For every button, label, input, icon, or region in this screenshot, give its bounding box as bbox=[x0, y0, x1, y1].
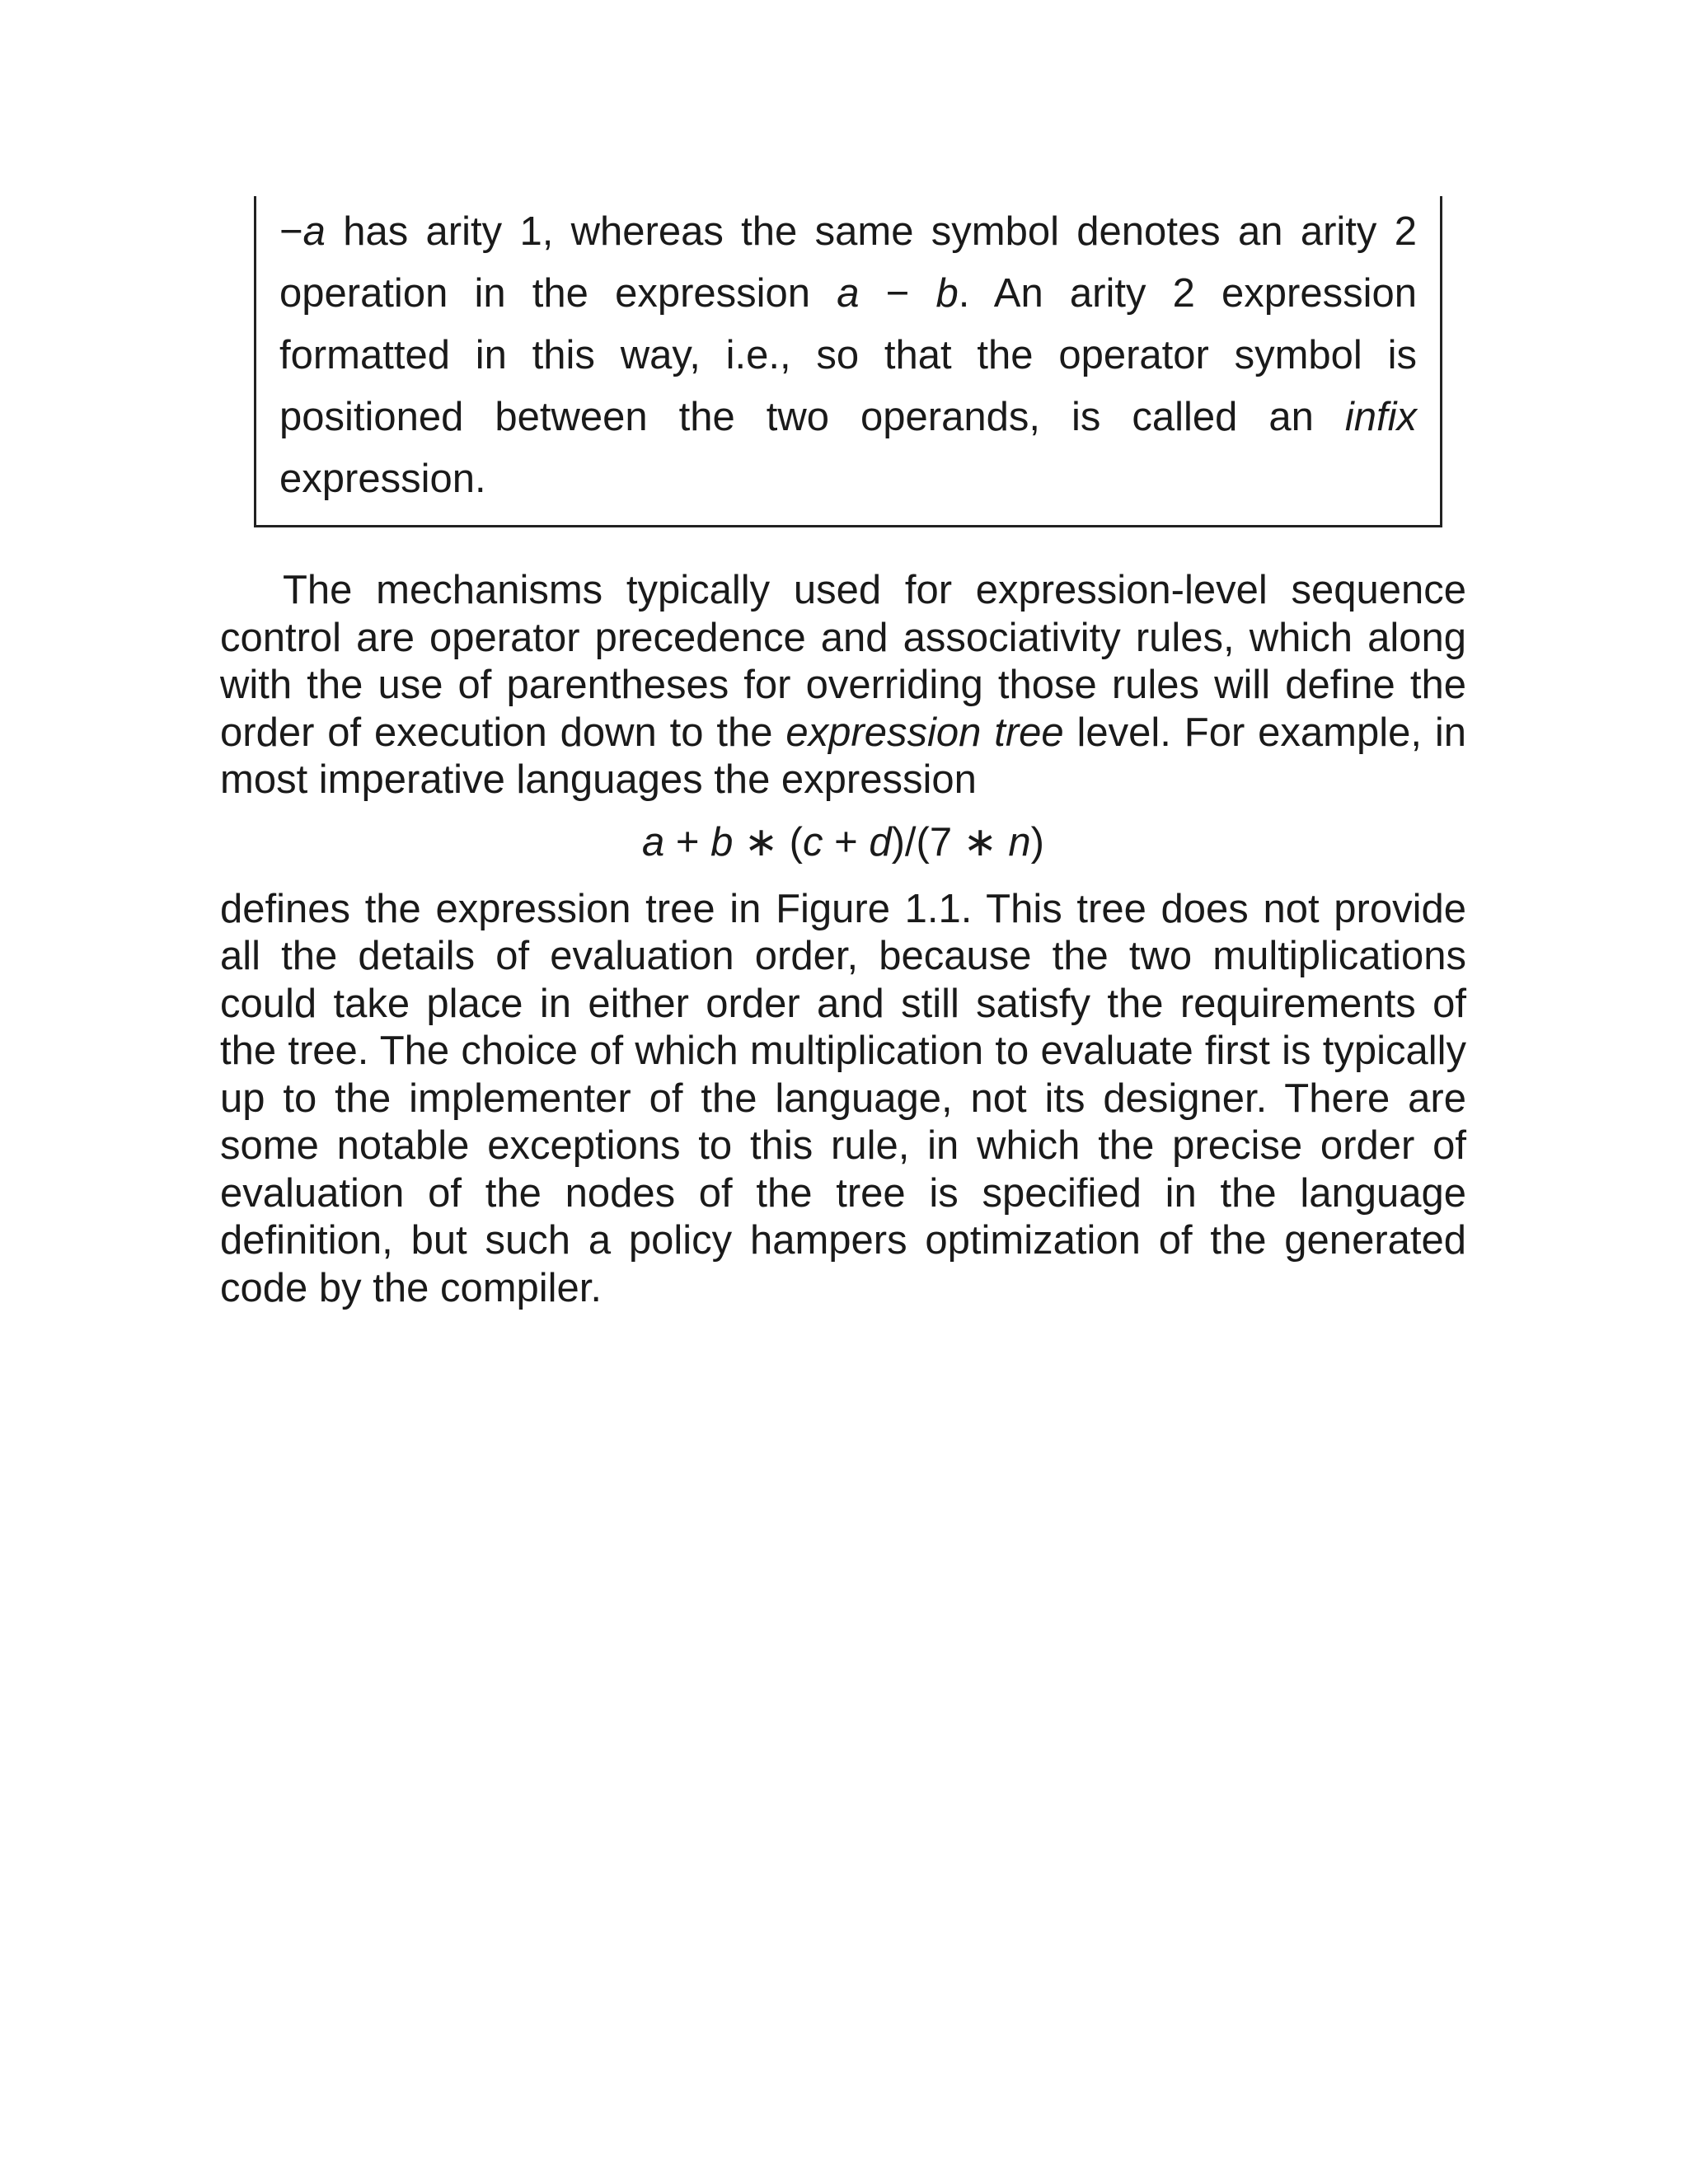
formula-variable: b bbox=[710, 819, 734, 865]
paragraph-text-run: level. For example, in most imperative languages the expression bbox=[220, 710, 1466, 802]
formula-operator: ) bbox=[1030, 819, 1044, 865]
formula-variable: n bbox=[1008, 819, 1031, 865]
definition-box bbox=[254, 196, 1442, 527]
formula-operator: + bbox=[823, 819, 870, 865]
minus-sign: − bbox=[279, 209, 303, 254]
box-text-run: has arity 1, whereas the same symbol denotes an arity 2 operation in the expression bbox=[279, 209, 1417, 316]
math-variable: b bbox=[935, 271, 959, 316]
paragraph-2: defines the expression tree in Figure 1.1. This tree does not provide all the details of evaluation order, because the two multiplications could take place in either order and still satisfy the requirements of the tree. The choice of which multiplication to evaluate first is typically up to the implementer of the language, not its designer. There are some notable exceptions to this rule, in which the precise order of evaluation of the nodes of the tree is specified in the language definition, but such a policy hampers optimization of the generated code by the compiler. bbox=[220, 886, 1466, 1310]
formula-operator: ∗ ( bbox=[733, 819, 803, 865]
formula-operator: )/(7 ∗ bbox=[891, 819, 1009, 865]
paragraph-text-run: The mechanisms typically used for expression-level sequence control are operator precedence and associativity rules, which along with the use of parentheses for overriding those rules will define the order of execution down to the bbox=[220, 568, 1466, 755]
emphasized-term: expression tree bbox=[785, 710, 1064, 755]
box-text bbox=[279, 201, 1417, 510]
formula-variable: a bbox=[642, 819, 665, 865]
math-variable: a bbox=[302, 209, 326, 254]
math-variable: a bbox=[837, 271, 860, 316]
formula-variable: c bbox=[802, 819, 823, 865]
box-text-run: expression. bbox=[279, 457, 486, 501]
display-formula bbox=[220, 819, 1466, 866]
emphasized-term: infix bbox=[1344, 395, 1417, 439]
paragraph-1 bbox=[220, 567, 1466, 804]
formula-variable: d bbox=[869, 819, 892, 865]
box-text-run: . An arity 2 expression formatted in this way, i.e., so that the operator symbol is positioned between the two operands, is called an bbox=[279, 271, 1417, 439]
formula-operator: + bbox=[664, 819, 711, 865]
body-text bbox=[220, 567, 1466, 1312]
minus-operator: − bbox=[859, 271, 936, 316]
